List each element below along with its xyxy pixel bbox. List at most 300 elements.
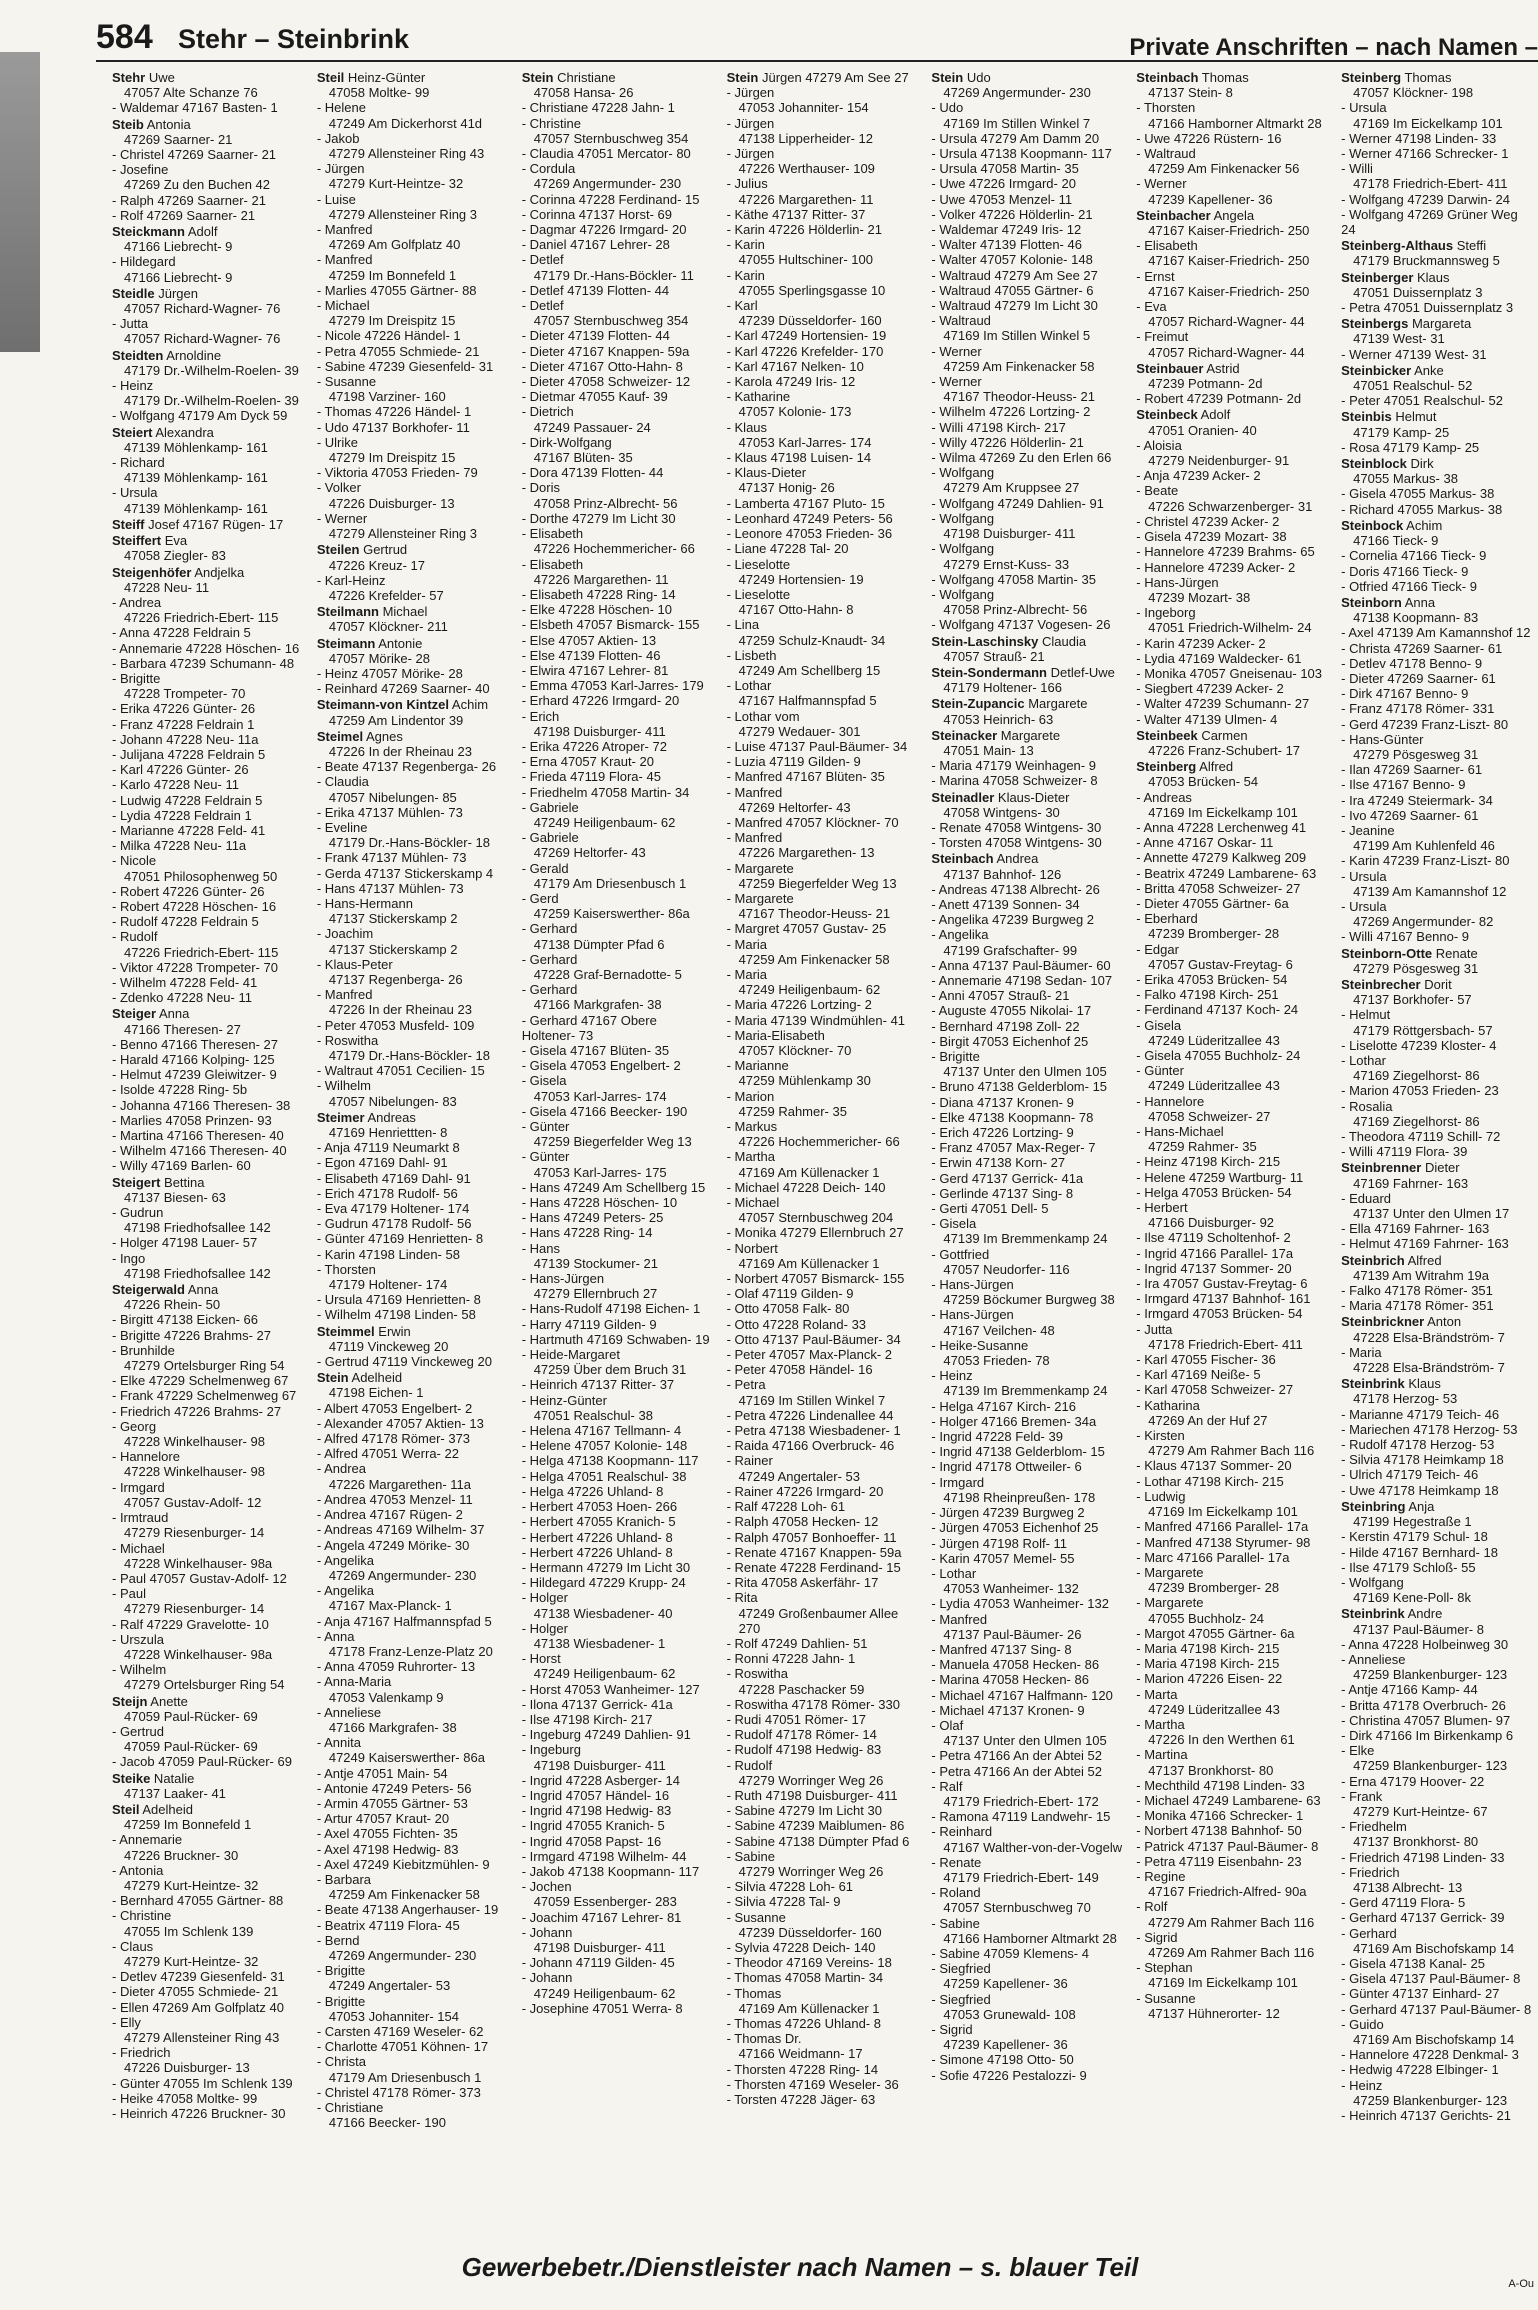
household-member: - Hannelore bbox=[1136, 1093, 1205, 1109]
address-line: 47166 Duisburger- 92 bbox=[1148, 1215, 1275, 1231]
household-member: - Katharine bbox=[726, 389, 791, 405]
entry-heading bbox=[317, 1110, 508, 1125]
first-name: Anna bbox=[1401, 594, 1436, 610]
household-member: - Birgitt 47138 Eicken- 66 bbox=[112, 1312, 258, 1328]
address-line: 47226 Duisburger- 13 bbox=[328, 495, 455, 511]
address-line: 47057 Richard-Wagner- 44 bbox=[1148, 314, 1305, 330]
household-member: - Ingrid 47057 Händel- 16 bbox=[521, 1787, 670, 1803]
first-name: Carmen bbox=[1197, 727, 1248, 743]
directory-entry bbox=[931, 665, 1122, 695]
address-line: 47269 Angermunder- 230 bbox=[943, 85, 1091, 101]
household-member: - Ilona 47137 Gerrick- 41a bbox=[521, 1696, 673, 1712]
household-member: - Bernhard 47055 Gärtner- 88 bbox=[112, 1893, 284, 1909]
household-member: - Hannelore 47239 Brahms- 65 bbox=[1136, 544, 1315, 560]
household-member: - Lothar 47198 Kirch- 215 bbox=[1136, 1473, 1284, 1489]
household-member: - Jürgen bbox=[726, 146, 775, 162]
household-member: - Hannelore bbox=[112, 1449, 180, 1465]
surname: Steinbergs bbox=[1341, 316, 1409, 332]
directory-entry bbox=[931, 70, 1122, 633]
household-member: - Susanne bbox=[1136, 1990, 1196, 2006]
directory-entry bbox=[1341, 238, 1532, 268]
household-member: - Hans-Jürgen bbox=[931, 1307, 1014, 1323]
household-member: - Gerda 47137 Stickerskamp 4 bbox=[316, 865, 494, 881]
address-line: 47279 Pösgesweg 31 bbox=[1353, 746, 1479, 762]
household-member: - Marlies 47055 Gärtner- 88 bbox=[316, 282, 477, 298]
household-member: - Nicole 47226 Händel- 1 bbox=[316, 328, 461, 344]
address-line: 47279 Kurt-Heintze- 32 bbox=[124, 1877, 259, 1893]
household-member: - Eveline bbox=[316, 819, 368, 835]
household-member: - Sigrid bbox=[1136, 1929, 1178, 1945]
household-member: - Karin 47057 Memel- 55 bbox=[931, 1550, 1075, 1566]
surname: Steilmann bbox=[316, 604, 379, 620]
address-line: 47138 Dümpter Pfad 6 bbox=[533, 936, 665, 952]
household-member: - Barbara 47239 Schumann- 48 bbox=[112, 655, 295, 671]
address-line: 47259 Blankenburger- 123 bbox=[1353, 1758, 1508, 1774]
household-member: - Brigitte bbox=[112, 670, 161, 686]
surname: Steilen bbox=[316, 542, 360, 558]
entry-heading bbox=[112, 1175, 303, 1190]
address-line: 47139 Möhlenkamp- 161 bbox=[124, 500, 268, 516]
household-member: - Hans 47249 Am Schellberg 15 bbox=[521, 1179, 706, 1195]
address-line: 47249 Heiligenbaum- 62 bbox=[533, 1985, 676, 2001]
household-member: - Renate 47228 Ferdinand- 15 bbox=[726, 1559, 901, 1575]
household-member: - Brigitte bbox=[316, 1963, 366, 1979]
address-line: 47226 In der Rheinau 23 bbox=[328, 1002, 472, 1018]
household-member: - Petra 47119 Eisenbahn- 23 bbox=[1136, 1853, 1302, 1869]
address-line: 47137 Unter den Ulmen 105 bbox=[943, 1064, 1107, 1080]
address-line: 47166 Weidmann- 17 bbox=[738, 2046, 863, 2062]
directory-column bbox=[522, 70, 713, 2236]
household-member: - Claus bbox=[112, 1938, 154, 1954]
household-member: - Erwin 47138 Korn- 27 bbox=[931, 1155, 1066, 1171]
surname: Stein-Laschinsky bbox=[931, 633, 1039, 649]
household-member: - Marlies 47058 Prinzen- 93 bbox=[112, 1112, 272, 1128]
household-member: - Waldemar 47167 Basten- 1 bbox=[112, 100, 278, 116]
entry-heading bbox=[1341, 1160, 1532, 1175]
household-member: - Marina 47058 Schweizer- 8 bbox=[931, 773, 1098, 789]
directory-entry bbox=[317, 729, 508, 1109]
first-name: Bettina bbox=[160, 1174, 205, 1190]
household-member: - Ingrid 47198 Hedwig- 83 bbox=[521, 1803, 672, 1819]
household-member: - Herbert 47226 Uhland- 8 bbox=[521, 1529, 673, 1545]
household-member: - Silvia 47178 Heimkamp 18 bbox=[1341, 1452, 1504, 1468]
household-member: - Else 47057 Aktien- 13 bbox=[521, 632, 657, 648]
first-name: Jürgen bbox=[154, 285, 198, 301]
address-line: 47138 Albrecht- 13 bbox=[1353, 1879, 1463, 1895]
address-line: 47279 Allensteiner Ring 43 bbox=[328, 146, 485, 162]
household-member: - Andrea 47053 Menzel- 11 bbox=[316, 1491, 473, 1507]
household-member: - Frank 47137 Mühlen- 73 bbox=[316, 850, 467, 866]
household-member: - Gerhard 47137 Gerrick- 39 bbox=[1341, 1910, 1505, 1926]
household-member: - Axel 47139 Am Kamannshof 12 bbox=[1341, 625, 1531, 641]
household-member: - Elwira 47167 Lehrer- 81 bbox=[521, 662, 669, 678]
address-line: 47249 Am Dickerhorst 41d bbox=[328, 115, 483, 131]
first-name: Udo bbox=[963, 70, 991, 85]
household-member: - Gerhard 47137 Paul-Bäumer- 8 bbox=[1341, 2001, 1532, 2017]
household-member: - Friedhelm 47058 Martin- 34 bbox=[521, 784, 690, 800]
household-member: - Monika 47057 Gneisenau- 103 bbox=[1136, 665, 1323, 681]
address-line: 47279 Ortelsburger Ring 54 bbox=[124, 1677, 285, 1693]
address-line: 47137 Bahnhof- 126 bbox=[943, 866, 1062, 882]
household-member: - Carsten 47169 Weseler- 62 bbox=[316, 2024, 484, 2039]
household-member: - Helmut bbox=[1341, 1007, 1391, 1023]
household-member: - Lamberta 47167 Pluto- 15 bbox=[726, 495, 885, 511]
household-member: - Waltraud bbox=[931, 313, 991, 329]
household-member: - Volker bbox=[316, 480, 361, 496]
surname: Steidten bbox=[112, 347, 164, 363]
address-line: 47169 Im Eickelkamp 101 bbox=[1148, 1504, 1298, 1520]
household-member: - Franz 47228 Feldrain 1 bbox=[112, 716, 255, 732]
household-member: - Holger 47166 Bremen- 34a bbox=[931, 1413, 1097, 1429]
address-line: 47057 Nibelungen- 83 bbox=[328, 1093, 457, 1109]
household-member: - Lisbeth bbox=[726, 647, 777, 663]
household-member: - Karin bbox=[726, 237, 765, 253]
entry-heading bbox=[1136, 70, 1327, 85]
household-member: - Ingrid 47228 Feld- 39 bbox=[931, 1429, 1063, 1445]
household-member: - Beate 47137 Regenberga- 26 bbox=[316, 759, 497, 775]
directory-entry bbox=[1341, 518, 1532, 594]
household-member: - Helene bbox=[316, 100, 366, 116]
address-line: 47259 Am Finkenacker 58 bbox=[943, 358, 1095, 374]
household-member: - Silvia 47228 Loh- 61 bbox=[726, 1879, 854, 1895]
household-member: - Elisabeth 47228 Ring- 14 bbox=[521, 586, 676, 602]
surname: Steinbring bbox=[1341, 1498, 1406, 1514]
directory-entry bbox=[317, 1324, 508, 1370]
address-line: 47057 Kolonie- 173 bbox=[738, 404, 852, 420]
household-member: - Ilse 47167 Benno- 9 bbox=[1341, 777, 1466, 793]
address-line: 47179 Kamp- 25 bbox=[1353, 424, 1450, 440]
address-line: 47269 Heltorfer- 43 bbox=[738, 799, 851, 815]
entry-heading bbox=[931, 70, 1122, 85]
household-member: - Manfred bbox=[316, 987, 373, 1003]
household-member: - Martha bbox=[1136, 1716, 1185, 1732]
address-line: 47055 Hultschiner- 100 bbox=[738, 252, 873, 268]
household-member: - Dirk 47166 Im Birkenkamp 6 bbox=[1341, 1727, 1514, 1743]
first-name: Uwe bbox=[145, 70, 175, 85]
entry-heading bbox=[1341, 1499, 1532, 1514]
household-member: - Ilse 47198 Kirch- 217 bbox=[521, 1711, 653, 1727]
address-line: 47239 Bromberger- 28 bbox=[1148, 926, 1280, 942]
first-name: Anja bbox=[1405, 1498, 1435, 1514]
household-member: - Wilhelm bbox=[316, 1078, 372, 1094]
household-member: - Bernhard 47198 Zoll- 22 bbox=[931, 1018, 1080, 1034]
first-name: Alfred bbox=[1404, 1252, 1442, 1268]
address-line: 47259 Kapellener- 36 bbox=[943, 1976, 1068, 1992]
address-line: 47259 Rahmer- 35 bbox=[738, 1103, 847, 1119]
address-line: 47169 Ziegelhorst- 86 bbox=[1353, 1113, 1480, 1129]
household-member: - Richard bbox=[112, 455, 165, 471]
household-member: - Torsten 47058 Wintgens- 30 bbox=[931, 835, 1102, 851]
household-member: - Britta 47058 Schweizer- 27 bbox=[1136, 880, 1301, 896]
household-member: - Harald 47166 Kolping- 125 bbox=[112, 1052, 275, 1067]
household-member: - Diana 47137 Kronen- 9 bbox=[931, 1094, 1074, 1110]
address-line: 47058 Moltke- 99 bbox=[328, 85, 430, 101]
household-member: - Hans 47228 Höschen- 10 bbox=[521, 1195, 678, 1211]
surname: Steijn bbox=[112, 1693, 148, 1709]
address-line: 47055 Buchholz- 24 bbox=[1148, 1610, 1264, 1626]
address-line: 47259 Blankenburger- 123 bbox=[1353, 1667, 1508, 1683]
directory-entry bbox=[1136, 728, 1327, 758]
household-member: - Gerlinde 47137 Sing- 8 bbox=[931, 1185, 1074, 1201]
entry-heading bbox=[931, 728, 1122, 743]
household-member: - Irmtraud bbox=[112, 1510, 169, 1526]
household-member: - Emma 47053 Karl-Jarres- 179 bbox=[521, 678, 704, 694]
first-name: Margarete bbox=[1024, 696, 1088, 712]
household-member: - Manfred 47057 Klöckner- 70 bbox=[726, 814, 899, 830]
surname: Steinberger bbox=[1341, 269, 1414, 285]
household-member: - Roland bbox=[931, 1885, 981, 1901]
household-member: - Theodora 47119 Schill- 72 bbox=[1341, 1129, 1501, 1145]
household-member: - Ursula bbox=[1341, 868, 1387, 884]
surname: Steinbrickner bbox=[1341, 1314, 1425, 1330]
address-line: 47269 An der Huf 27 bbox=[1148, 1412, 1268, 1428]
household-member: - Hans bbox=[521, 1240, 560, 1256]
address-line: 47057 Mörike- 28 bbox=[328, 650, 431, 666]
address-line: 47053 Karl-Jarres- 174 bbox=[533, 1088, 667, 1104]
address-line: 47279 Riesenburger- 14 bbox=[124, 1525, 265, 1541]
address-line: 47179 Am Driesenbusch 1 bbox=[328, 2069, 482, 2085]
household-member: - Thomas 47058 Martin- 34 bbox=[726, 1970, 884, 1986]
household-member: - Dieter 47055 Schmiede- 21 bbox=[112, 1984, 279, 2000]
household-member: - Peter 47057 Max-Planck- 2 bbox=[726, 1347, 893, 1363]
household-member: - Susanne bbox=[726, 1909, 786, 1925]
household-member: - Irmgard bbox=[931, 1474, 985, 1490]
household-member: - Annette 47279 Kalkweg 209 bbox=[1136, 850, 1307, 866]
surname: Steiff bbox=[112, 516, 145, 532]
surname: Steinadler bbox=[931, 789, 995, 805]
address-line: 47053 Johanniter- 154 bbox=[328, 2008, 459, 2024]
household-member: - Werner 47166 Schrecker- 1 bbox=[1341, 146, 1509, 162]
household-member: - Maria 47178 Römer- 351 bbox=[1341, 1298, 1494, 1314]
address-line: 47139 Im Bremmenkamp 24 bbox=[943, 1231, 1108, 1247]
first-name: Adolf bbox=[184, 224, 218, 240]
first-name: Achim bbox=[1403, 517, 1443, 533]
household-member: - Walter 47139 Flotten- 46 bbox=[931, 237, 1082, 253]
address-line: 47057 Sternbuschweg 354 bbox=[533, 313, 689, 329]
address-line: 47169 Henriettten- 8 bbox=[328, 1125, 448, 1141]
household-member: - Waltraud bbox=[1136, 146, 1196, 162]
household-member: - Falko 47178 Römer- 351 bbox=[1341, 1283, 1493, 1299]
household-member: - Christa bbox=[316, 2054, 366, 2070]
address-line: 47057 Strauß- 21 bbox=[943, 648, 1045, 664]
household-member: - Harry 47119 Gilden- 9 bbox=[521, 1316, 657, 1332]
household-member: - Renate 47058 Wintgens- 30 bbox=[931, 819, 1102, 835]
first-name: Detlef-Uwe bbox=[1047, 664, 1115, 680]
household-member: - Eduard bbox=[1341, 1190, 1392, 1206]
household-member: - Ingrid 47058 Papst- 16 bbox=[521, 1833, 662, 1849]
household-member: - Alfred 47178 Römer- 373 bbox=[316, 1431, 471, 1447]
address-line: 47178 Friedrich-Ebert- 411 bbox=[1148, 1336, 1303, 1352]
directory-entry bbox=[317, 636, 508, 697]
household-member: - Mechthild 47198 Linden- 33 bbox=[1136, 1777, 1305, 1793]
household-member: - Detlef bbox=[521, 252, 564, 268]
household-member: - Otfried 47166 Tieck- 9 bbox=[1341, 578, 1477, 594]
household-member: - Gisela bbox=[931, 1216, 977, 1232]
address-line: 47167 Max-Planck- 1 bbox=[328, 1598, 452, 1614]
address-line: 47167 Halfmannspfad 5 bbox=[738, 693, 877, 709]
address-line: 47239 Potmann- 2d bbox=[1148, 376, 1263, 392]
household-member: - Walter 47139 Ulmen- 4 bbox=[1136, 711, 1278, 727]
household-member: - Andrea 47167 Rügen- 2 bbox=[316, 1507, 463, 1523]
household-member: - Ulrike bbox=[316, 434, 359, 450]
address-line: 47269 Am Golfplatz 40 bbox=[328, 237, 461, 253]
household-member: - Margarete bbox=[726, 890, 794, 906]
household-member: - Eva bbox=[1136, 299, 1167, 315]
address-line: 47166 Markgrafen- 38 bbox=[533, 997, 662, 1013]
address-line: 47226 Margarethen- 11a bbox=[328, 1476, 471, 1492]
household-member: - Heide-Margaret bbox=[521, 1347, 620, 1363]
household-member: - Thorsten 47228 Ring- 14 bbox=[726, 2061, 879, 2077]
household-member: - Barbara bbox=[316, 1871, 372, 1887]
household-member: - Rolf 47249 Dahlien- 51 bbox=[726, 1635, 868, 1651]
address-line: 47138 Koopmann- 83 bbox=[1353, 610, 1479, 626]
address-line: 47169 Im Stillen Winkel 7 bbox=[943, 115, 1091, 131]
address-line: 47259 Im Bonnefeld 1 bbox=[124, 1817, 252, 1833]
address-line: 47058 Hansa- 26 bbox=[533, 85, 634, 101]
entry-heading bbox=[1136, 759, 1327, 774]
directory-entry bbox=[112, 286, 303, 347]
surname: Stein bbox=[726, 70, 759, 85]
surname: Steike bbox=[112, 1770, 151, 1786]
household-member: - Hans-Hermann bbox=[316, 895, 413, 911]
household-member: - Klaus-Dieter bbox=[726, 465, 807, 481]
address-line: 47198 Duisburger- 411 bbox=[533, 1757, 666, 1773]
address-line: 47179 Holtener- 166 bbox=[943, 680, 1062, 696]
address-line: 47228 Trompeter- 70 bbox=[124, 686, 246, 702]
household-member: - Waltraud 47279 Im Licht 30 bbox=[931, 298, 1098, 314]
section-title: Private Anschriften – nach Namen – bbox=[1129, 34, 1538, 61]
household-member: - Patrick 47137 Paul-Bäumer- 8 bbox=[1136, 1838, 1319, 1854]
entry-heading bbox=[112, 224, 303, 239]
address-line: 47167 Theodor-Heuss- 21 bbox=[738, 906, 891, 922]
first-name: Klaus bbox=[1413, 269, 1450, 285]
address-line: 47057 Klöckner- 211 bbox=[328, 619, 448, 635]
household-member: - Rudolf 47198 Hedwig- 83 bbox=[726, 1742, 882, 1758]
directory-entry bbox=[1341, 595, 1532, 945]
household-member: - Ella 47169 Fahrner- 163 bbox=[1341, 1221, 1490, 1237]
household-member: - Axel 47198 Hedwig- 83 bbox=[316, 1841, 459, 1857]
household-member: - Katharina bbox=[1136, 1397, 1200, 1413]
household-member: - Otto 47058 Falk- 80 bbox=[726, 1301, 850, 1317]
household-member: - Claudia bbox=[316, 774, 369, 790]
address-line: 47226 Rhein- 50 bbox=[124, 1297, 221, 1313]
household-member: - Lothar vom bbox=[726, 708, 800, 724]
household-member: - Sabine bbox=[726, 1848, 775, 1864]
address-line: 47269 Am Rahmer Bach 116 bbox=[1148, 1944, 1315, 1960]
first-name: Adelheid bbox=[139, 1801, 193, 1817]
directory-entry bbox=[931, 696, 1122, 726]
address-line: 47198 Varziner- 160 bbox=[328, 389, 446, 405]
address-line: 47279 Ernst-Kuss- 33 bbox=[943, 556, 1070, 572]
household-member: - Helene 47259 Wartburg- 11 bbox=[1136, 1169, 1304, 1185]
household-member: - Peter 47058 Händel- 16 bbox=[726, 1362, 873, 1378]
household-member: - Joachim 47167 Lehrer- 81 bbox=[521, 1909, 682, 1925]
address-line: 47053 Brücken- 54 bbox=[1148, 774, 1259, 790]
household-member: - Rudolf 47178 Römer- 14 bbox=[726, 1727, 877, 1743]
household-member: - Ursula 47058 Martin- 35 bbox=[931, 161, 1079, 177]
household-member: - Wolfgang 47179 Am Dyck 59 bbox=[112, 408, 288, 424]
household-member: - Leonore 47053 Frieden- 36 bbox=[726, 526, 893, 542]
household-member: - Doris 47166 Tieck- 9 bbox=[1341, 563, 1469, 579]
surname: Stein bbox=[931, 70, 964, 85]
household-member: - Hans-Jürgen bbox=[521, 1271, 605, 1287]
household-member: - Alexander 47057 Aktien- 13 bbox=[316, 1415, 484, 1431]
address-line: 47169 Am Küllenacker 1 bbox=[738, 1255, 880, 1271]
household-member: - Friedrich bbox=[112, 2045, 171, 2061]
household-member: - Manfred 47167 Blüten- 35 bbox=[726, 769, 885, 785]
address-line: 47279 Worringer Weg 26 bbox=[738, 1772, 884, 1788]
address-line: 47226 Kreuz- 17 bbox=[328, 557, 425, 573]
household-member: - Martina 47166 Theresen- 40 bbox=[112, 1128, 284, 1144]
household-member: - Erna 47057 Kraut- 20 bbox=[521, 754, 654, 770]
address-line: 47167 Friedrich-Alfred- 90a bbox=[1148, 1884, 1307, 1900]
directory-entry bbox=[1136, 361, 1327, 407]
directory-column bbox=[317, 70, 508, 2236]
entry-heading bbox=[317, 604, 508, 619]
household-member: - Heinz bbox=[931, 1368, 973, 1384]
household-member: - Helga 47226 Uhland- 8 bbox=[521, 1483, 664, 1499]
household-member: - Antonie 47249 Peters- 56 bbox=[316, 1780, 472, 1796]
household-member: - Lydia 47169 Waldecker- 61 bbox=[1136, 650, 1302, 666]
household-member: - Heinz bbox=[1341, 2077, 1383, 2093]
household-member: - Irmgard 47137 Bahnhof- 161 bbox=[1136, 1291, 1311, 1307]
household-member: - Detlef 47139 Flotten- 44 bbox=[521, 282, 670, 298]
address-line: 47139 Im Bremmenkamp 24 bbox=[943, 1383, 1108, 1399]
first-name: Michael bbox=[378, 604, 428, 620]
household-member: - Annemarie bbox=[112, 1832, 183, 1848]
household-member: - Jürgen 47198 Rolf- 11 bbox=[931, 1535, 1068, 1551]
address-line: 47259 Schulz-Knaudt- 34 bbox=[738, 632, 886, 648]
household-member: - Manfred 47166 Parallel- 17a bbox=[1136, 1519, 1309, 1535]
household-member: - Guido bbox=[1341, 2016, 1384, 2032]
household-member: - Uwe 47226 Irmgard- 20 bbox=[931, 176, 1076, 192]
address-line: 47269 Heltorfer- 43 bbox=[533, 845, 646, 861]
household-member: - Lothar bbox=[931, 1565, 977, 1581]
household-member: - Horst 47053 Wanheimer- 127 bbox=[521, 1681, 700, 1697]
household-member: - Elly bbox=[112, 2014, 141, 2030]
household-member: - Luise 47137 Paul-Bäumer- 34 bbox=[726, 738, 908, 754]
surname: Steinberg bbox=[1341, 70, 1402, 85]
address-line: 47279 Allensteiner Ring 3 bbox=[328, 206, 478, 222]
household-member: - Gertrud 47119 Vinckeweg 20 bbox=[316, 1354, 492, 1370]
household-member: - Gerd 47137 Gerrick- 41a bbox=[931, 1170, 1084, 1186]
household-member: - Paul 47057 Gustav-Adolf- 12 bbox=[112, 1570, 287, 1586]
household-member: - Maria bbox=[726, 936, 768, 952]
address-line: 47167 Kaiser-Friedrich- 250 bbox=[1148, 223, 1310, 239]
surname: Stehr bbox=[112, 70, 146, 85]
household-member: - Hannelore 47228 Denkmal- 3 bbox=[1341, 2047, 1519, 2063]
directory-entry bbox=[1341, 316, 1532, 362]
surname: Steinbauer bbox=[1136, 360, 1204, 376]
address-line: 47057 Klöckner- 198 bbox=[1353, 85, 1474, 101]
address-line: 47179 Dr.-Hans-Böckler- 11 bbox=[533, 267, 694, 283]
entry-heading bbox=[1341, 595, 1532, 610]
household-member: - Cordula bbox=[521, 161, 576, 177]
entry-heading bbox=[1341, 1376, 1532, 1391]
household-member: - Detlef bbox=[521, 298, 564, 314]
first-name: Andreas bbox=[364, 1109, 416, 1125]
entry-heading bbox=[931, 696, 1122, 711]
address-line: 47179 Friedrich-Ebert- 172 bbox=[943, 1793, 1099, 1809]
household-member: - Siegfried bbox=[931, 1961, 991, 1977]
household-member: - Ralph 47269 Saarner- 21 bbox=[112, 192, 266, 208]
household-member: - Wilhelm 47226 Lortzing- 2 bbox=[931, 404, 1091, 420]
household-member: - Ralf bbox=[931, 1778, 963, 1794]
household-member: - Anna 47228 Feldrain 5 bbox=[112, 625, 251, 641]
address-line: 47137 Unter den Ulmen 17 bbox=[1353, 1206, 1510, 1222]
household-member: - Monika 47166 Schrecker- 1 bbox=[1136, 1808, 1304, 1824]
address-line: 47169 Am Bischofskamp 14 bbox=[1353, 2032, 1515, 2047]
